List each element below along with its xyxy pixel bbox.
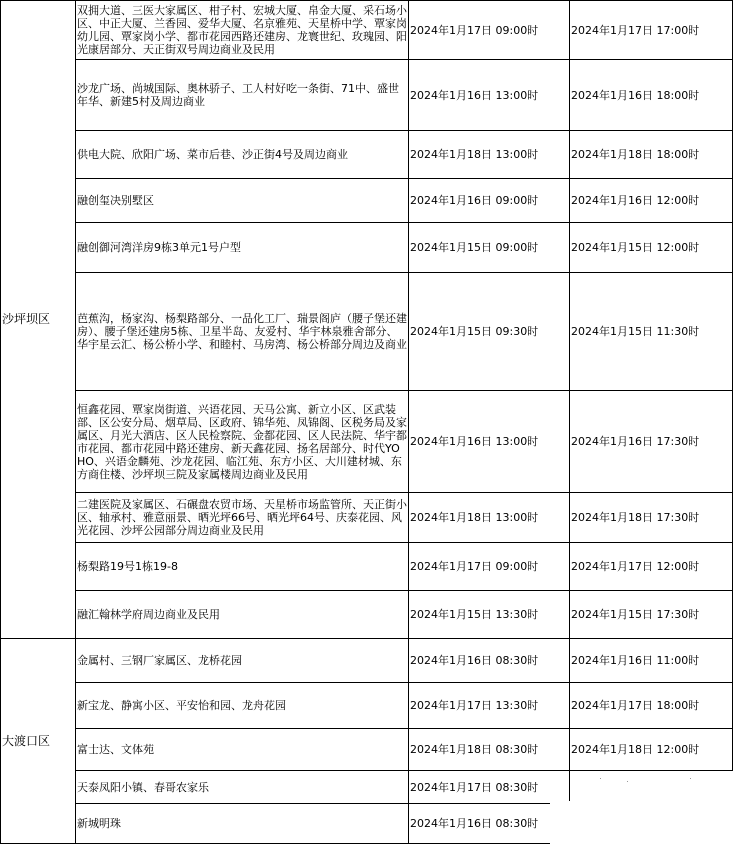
cropped-region <box>572 771 735 801</box>
start-time-cell: 2024年1月15日 09:00时 <box>409 223 570 273</box>
table-row <box>1 131 733 179</box>
table-row <box>1 1 733 60</box>
table-row <box>1 60 733 131</box>
end-time-cell: 2024年1月18日 12:00时 <box>570 729 733 771</box>
area-cell: 沙龙广场、尚城国际、奥林骄子、工人村好吃一条街、71中、盛世年华、新建5村及周边商业 <box>76 60 409 131</box>
area-cell: 金属村、三钢厂家属区、龙桥花园 <box>76 639 409 683</box>
table-row <box>1 179 733 223</box>
area-cell: 富士达、文体苑 <box>76 729 409 771</box>
area-cell: 芭蕉沟，杨家沟、杨梨路部分、一品化工厂、瑞景阁庐（腰子堡还建房）、腰子堡还建房5栋、卫星半岛、友爱村、华宇林泉雅舍部分、华宇星云汇、杨公桥小学、和睦村、马房湾、杨公桥部分周边及商业 <box>76 273 409 391</box>
end-time-cell: 2024年1月15日 11:30时 <box>570 273 733 391</box>
area-cell: 融创玺决别墅区 <box>76 179 409 223</box>
start-time-cell: 2024年1月18日 13:00时 <box>409 493 570 543</box>
end-time-cell: 2024年1月15日 12:00时 <box>570 223 733 273</box>
table-row <box>1 273 733 391</box>
start-time-cell: 2024年1月17日 08:30时 <box>409 771 570 804</box>
start-time-cell: 2024年1月16日 13:00时 <box>409 60 570 131</box>
end-time-cell: 2024年1月16日 18:00时 <box>570 60 733 131</box>
start-time-cell: 2024年1月17日 09:00时 <box>409 543 570 591</box>
start-time-cell: 2024年1月16日 09:00时 <box>409 179 570 223</box>
scan-speck <box>690 778 691 779</box>
start-time-cell: 2024年1月17日 13:30时 <box>409 683 570 729</box>
area-cell: 天泰凤阳小镇、春哥农家乐 <box>76 771 409 804</box>
district-cell-dadukou: 大渡口区 <box>1 639 76 844</box>
scan-speck <box>627 781 628 782</box>
district-cell-shapingba: 沙坪坝区 <box>1 1 76 639</box>
start-time-cell: 2024年1月16日 08:30时 <box>409 804 570 844</box>
end-time-cell: 2024年1月16日 12:00时 <box>570 179 733 223</box>
start-time-cell: 2024年1月16日 08:30时 <box>409 639 570 683</box>
start-time-cell: 2024年1月15日 13:30时 <box>409 591 570 639</box>
cropped-region <box>550 801 735 844</box>
start-time-cell: 2024年1月17日 09:00时 <box>409 1 570 60</box>
table-row <box>1 683 733 729</box>
table-row <box>1 493 733 543</box>
end-time-cell: 2024年1月18日 17:30时 <box>570 493 733 543</box>
table-row <box>1 543 733 591</box>
table-row <box>1 729 733 771</box>
scan-speck <box>600 778 601 779</box>
end-time-cell: 2024年1月16日 17:30时 <box>570 391 733 493</box>
start-time-cell: 2024年1月15日 09:30时 <box>409 273 570 391</box>
table-row <box>1 639 733 683</box>
table-row <box>1 391 733 493</box>
area-cell: 双拥大道、三医大家属区、柑子村、宏城大厦、帛金大厦、采石场小区、中正大厦、兰香园、爱华大厦、名京雅苑、天星桥中学、覃家岗幼儿园、覃家岗小学、都市花园西路还建房、龙寰世纪、玫瑰园、阳光康居部分、天正街双号周边商业及民用 <box>76 1 409 60</box>
end-time-cell: 2024年1月16日 11:00时 <box>570 639 733 683</box>
end-time-cell: 2024年1月17日 12:00时 <box>570 543 733 591</box>
table-row <box>1 591 733 639</box>
area-cell: 融汇翰林学府周边商业及民用 <box>76 591 409 639</box>
start-time-cell: 2024年1月16日 13:00时 <box>409 391 570 493</box>
end-time-cell: 2024年1月17日 17:00时 <box>570 1 733 60</box>
end-time-cell: 2024年1月15日 17:30时 <box>570 591 733 639</box>
area-cell: 供电大院、欣阳广场、菜市后巷、沙正街4号及周边商业 <box>76 131 409 179</box>
area-cell: 新宝龙、静寓小区、平安怡和园、龙舟花园 <box>76 683 409 729</box>
table-row <box>1 223 733 273</box>
area-cell: 恒鑫花园、覃家岗街道、兴语花园、天马公寓、新立小区、区武装部、区公安分局、烟草局、区政府、锦华苑、凤锦阁、区税务局及家属区、月光大酒店、区人民检察院、金都花园、区人民法院、华宇都市花园、都市花园中路还建房、新天鑫花园、扬名居部分、时代YOHO、兴语金麟苑、沙龙花园、临江苑、东方小区、大川建材城、东方商住楼、沙坪坝三院及家属楼周边商业及民用 <box>76 391 409 493</box>
area-cell: 新城明珠 <box>76 804 409 844</box>
area-cell: 融创御河湾洋房9栋3单元1号户型 <box>76 223 409 273</box>
end-time-cell: 2024年1月18日 18:00时 <box>570 131 733 179</box>
area-cell: 杨梨路19号1栋19-8 <box>76 543 409 591</box>
start-time-cell: 2024年1月18日 08:30时 <box>409 729 570 771</box>
area-cell: 二建医院及家属区、石碾盘农贸市场、天星桥市场监管所、天正街小区、轴承村、雅意丽景、晒光坪66号、晒光坪64号、庆泰花园、风光花园、沙坪公园部分周边商业及民用 <box>76 493 409 543</box>
end-time-cell: 2024年1月17日 18:00时 <box>570 683 733 729</box>
start-time-cell: 2024年1月18日 13:00时 <box>409 131 570 179</box>
